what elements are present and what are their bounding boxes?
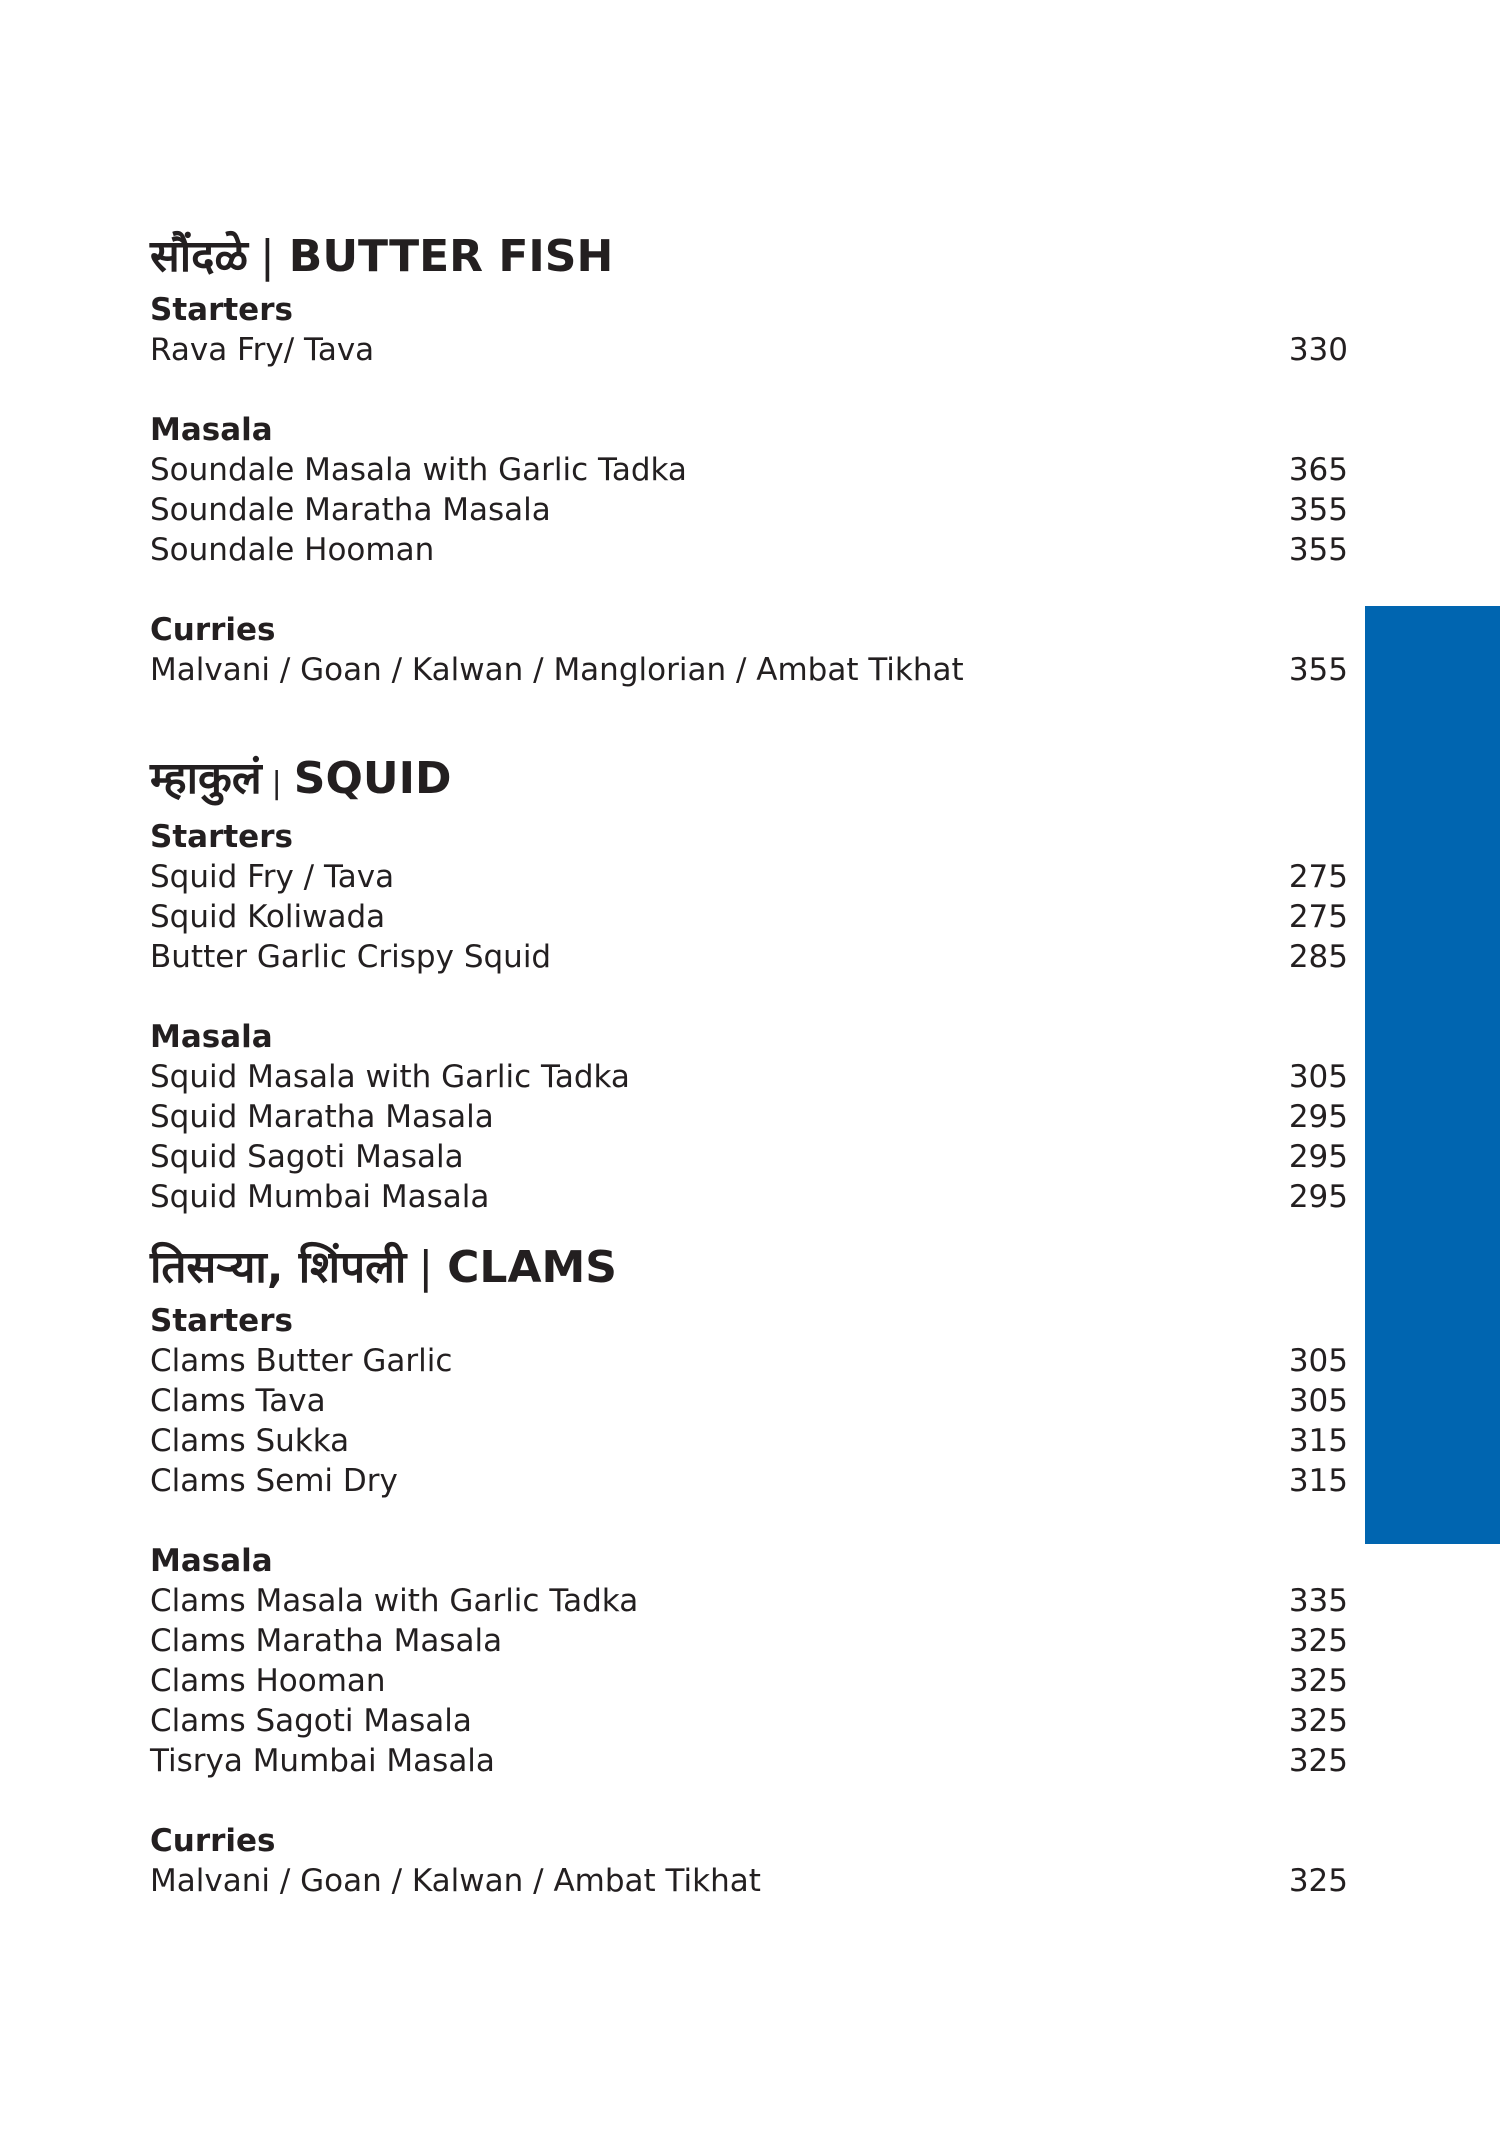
heading-marathi: तिसऱ्या, शिंपली — [150, 1242, 407, 1293]
item-name: Malvani / Goan / Kalwan / Manglorian / Ambat Tikhat — [150, 652, 964, 688]
group-title: Curries — [150, 1823, 276, 1859]
heading-english: SQUID — [293, 753, 452, 804]
item-name: Squid Koliwada — [150, 899, 386, 935]
item-name: Clams Masala with Garlic Tadka — [150, 1583, 639, 1619]
item-name: Rava Fry/ Tava — [150, 332, 375, 368]
menu-item — [150, 650, 1348, 690]
item-price: 365 — [1288, 452, 1348, 488]
item-name: Squid Mumbai Masala — [150, 1179, 490, 1215]
item-name: Malvani / Goan / Kalwan / Ambat Tikhat — [150, 1863, 761, 1899]
menu-item — [150, 1861, 1348, 1901]
section-butter-fish — [150, 224, 1348, 690]
item-name: Tisrya Mumbai Masala — [150, 1743, 495, 1779]
menu-item — [150, 1461, 1348, 1501]
group-title: Starters — [150, 1303, 293, 1339]
section-squid — [150, 746, 1348, 1217]
menu-page — [150, 224, 1348, 1901]
menu-item — [150, 1581, 1348, 1621]
item-price: 295 — [1288, 1139, 1348, 1175]
menu-item — [150, 1177, 1348, 1217]
menu-item — [150, 1097, 1348, 1137]
item-price: 325 — [1288, 1863, 1348, 1899]
item-price: 315 — [1288, 1463, 1348, 1499]
item-price: 335 — [1288, 1583, 1348, 1619]
item-price: 325 — [1288, 1623, 1348, 1659]
item-name: Clams Tava — [150, 1383, 326, 1419]
item-name: Clams Sagoti Masala — [150, 1703, 472, 1739]
menu-item — [150, 1701, 1348, 1741]
item-price: 315 — [1288, 1423, 1348, 1459]
heading-separator: | — [418, 1242, 434, 1293]
group-title: Starters — [150, 292, 293, 328]
item-name: Butter Garlic Crispy Squid — [150, 939, 552, 975]
section-heading — [150, 746, 1348, 817]
item-price: 355 — [1288, 532, 1348, 568]
section-clams — [150, 1235, 1348, 1901]
item-price: 295 — [1288, 1099, 1348, 1135]
item-name: Squid Maratha Masala — [150, 1099, 494, 1135]
heading-marathi: म्हाकुलं — [150, 753, 262, 804]
menu-item — [150, 1621, 1348, 1661]
item-price: 325 — [1288, 1743, 1348, 1779]
group-title: Curries — [150, 612, 276, 648]
item-price: 325 — [1288, 1663, 1348, 1699]
heading-english: CLAMS — [447, 1242, 617, 1293]
item-name: Squid Fry / Tava — [150, 859, 395, 895]
menu-item — [150, 1341, 1348, 1381]
menu-item — [150, 1421, 1348, 1461]
menu-item — [150, 490, 1348, 530]
item-name: Clams Maratha Masala — [150, 1623, 503, 1659]
menu-item — [150, 1661, 1348, 1701]
item-price: 285 — [1288, 939, 1348, 975]
menu-item — [150, 530, 1348, 570]
heading-separator: | — [271, 766, 282, 801]
group-title: Masala — [150, 1543, 273, 1579]
item-price: 305 — [1288, 1383, 1348, 1419]
group-title: Masala — [150, 1019, 273, 1055]
section-heading — [150, 1235, 1348, 1301]
item-price: 275 — [1288, 859, 1348, 895]
item-price: 295 — [1288, 1179, 1348, 1215]
item-price: 305 — [1288, 1343, 1348, 1379]
heading-english: BUTTER FISH — [288, 231, 614, 282]
item-price: 275 — [1288, 899, 1348, 935]
item-name: Soundale Maratha Masala — [150, 492, 551, 528]
item-name: Squid Masala with Garlic Tadka — [150, 1059, 630, 1095]
heading-separator: | — [259, 231, 275, 282]
menu-item — [150, 897, 1348, 937]
item-name: Clams Butter Garlic — [150, 1343, 453, 1379]
item-name: Squid Sagoti Masala — [150, 1139, 464, 1175]
item-name: Clams Semi Dry — [150, 1463, 398, 1499]
item-price: 305 — [1288, 1059, 1348, 1095]
item-price: 355 — [1288, 492, 1348, 528]
menu-item — [150, 1057, 1348, 1097]
menu-item — [150, 1137, 1348, 1177]
menu-item — [150, 1741, 1348, 1781]
side-accent-bar — [1365, 606, 1500, 1544]
item-name: Soundale Hooman — [150, 532, 435, 568]
item-name: Clams Sukka — [150, 1423, 350, 1459]
item-price: 330 — [1288, 332, 1348, 368]
item-name: Soundale Masala with Garlic Tadka — [150, 452, 687, 488]
item-price: 325 — [1288, 1703, 1348, 1739]
heading-marathi: सौंदळे — [150, 231, 248, 282]
item-name: Clams Hooman — [150, 1663, 386, 1699]
menu-item — [150, 330, 1348, 370]
section-heading — [150, 224, 1348, 290]
group-title: Masala — [150, 412, 273, 448]
item-price: 355 — [1288, 652, 1348, 688]
menu-item — [150, 1381, 1348, 1421]
menu-item — [150, 937, 1348, 977]
group-title: Starters — [150, 819, 293, 855]
menu-item — [150, 450, 1348, 490]
menu-item — [150, 857, 1348, 897]
